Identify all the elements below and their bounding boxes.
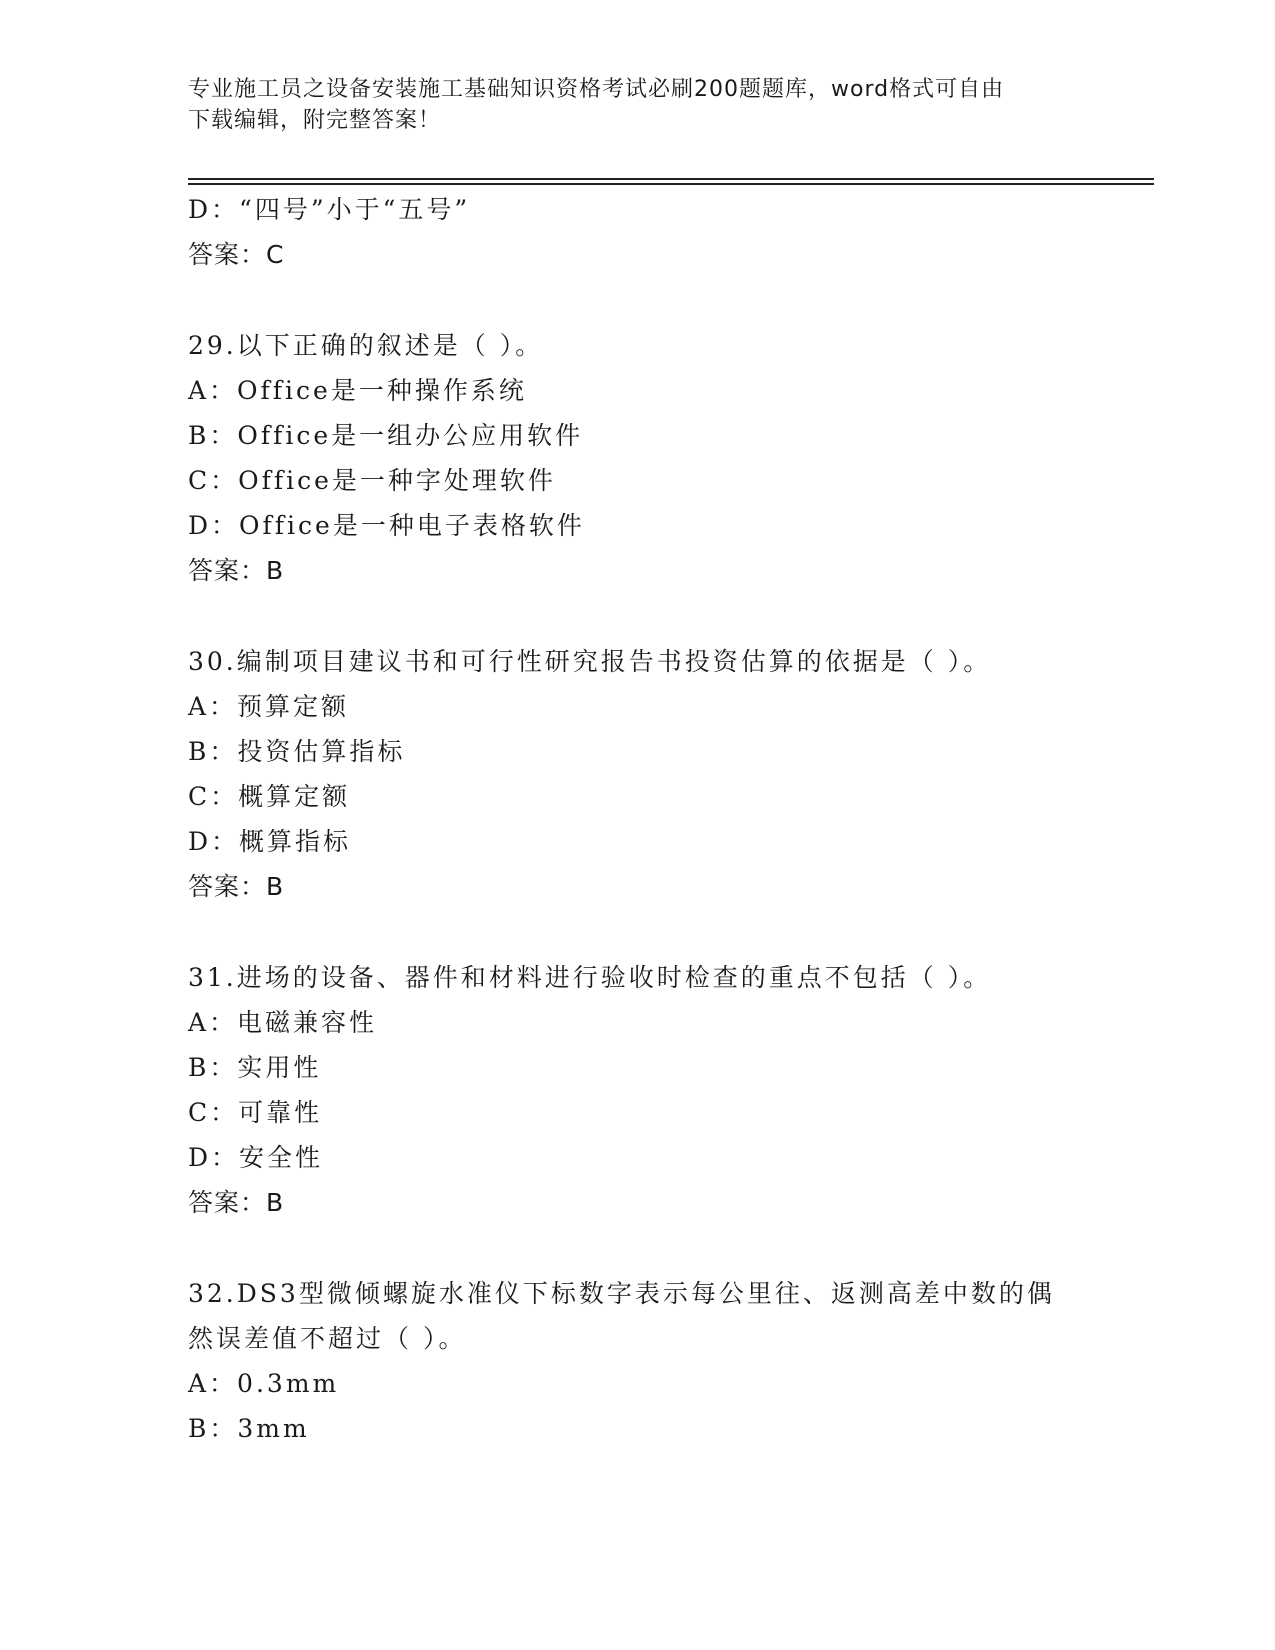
q31-option-c: C：可靠性 xyxy=(188,1098,323,1127)
q29-option-c: C：Office是一种字处理软件 xyxy=(188,466,556,495)
q29-answer: 答案：B xyxy=(188,556,285,585)
q31-stem: 31.进场的设备、器件和材料进行验收时检查的重点不包括（ ）。 xyxy=(188,963,992,992)
q30-option-b: B：投资估算指标 xyxy=(188,737,406,766)
q30-option-a: A：预算定额 xyxy=(188,692,350,721)
q29-option-b: B：Office是一组办公应用软件 xyxy=(188,421,584,450)
q31-option-a: A：电磁兼容性 xyxy=(188,1008,378,1037)
header-divider-bottom xyxy=(188,183,1154,185)
q32-stem-line-2: 然误差值不超过（ ）。 xyxy=(188,1324,467,1353)
q31-option-b: B：实用性 xyxy=(188,1053,322,1082)
q32-option-b: B：3mm xyxy=(188,1414,310,1443)
document-header xyxy=(188,74,1068,136)
q30-stem: 30.编制项目建议书和可行性研究报告书投资估算的依据是（ ）。 xyxy=(188,647,992,676)
header-line-2: 下载编辑，附完整答案！ xyxy=(188,108,442,133)
q32-option-a: A：0.3mm xyxy=(188,1369,340,1398)
q29-option-a: A：Office是一种操作系统 xyxy=(188,376,527,405)
header-divider-top xyxy=(188,178,1154,180)
q31-answer: 答案：B xyxy=(188,1188,285,1217)
q30-option-d: D：概算指标 xyxy=(188,827,352,856)
header-line-1: 专业施工员之设备安装施工基础知识资格考试必刷200题题库，word格式可自由 xyxy=(188,77,1005,102)
q30-option-c: C：概算定额 xyxy=(188,782,351,811)
prev-answer: 答案：C xyxy=(188,240,285,269)
q31-option-d: D：安全性 xyxy=(188,1143,324,1172)
q29-stem: 29.以下正确的叙述是（ ）。 xyxy=(188,331,544,360)
q30-answer: 答案：B xyxy=(188,872,285,901)
q29-option-d: D：Office是一种电子表格软件 xyxy=(188,511,585,540)
prev-option-d: D：“四号”小于“五号” xyxy=(188,195,471,224)
q32-stem-line-1: 32.DS3型微倾螺旋水准仪下标数字表示每公里往、返测高差中数的偶 xyxy=(188,1279,1055,1308)
